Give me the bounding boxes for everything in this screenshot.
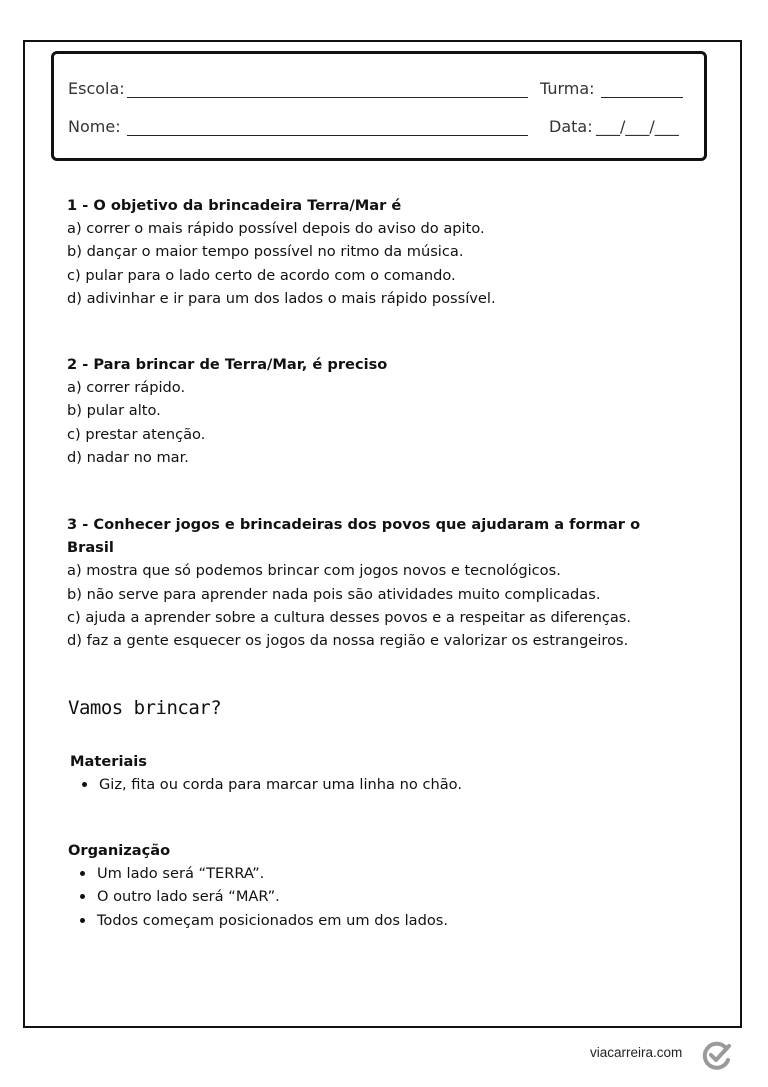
student-info-box [51, 51, 707, 161]
list-item: O outro lado será “MAR”. [97, 885, 448, 908]
question-title-line-1: 3 - Conhecer jogos e brincadeiras dos povos que ajudaram a formar o [67, 516, 641, 533]
list-item: Um lado será “TERRA”. [97, 862, 448, 885]
option: a) correr rápido. [67, 379, 186, 397]
question-title-line-2: Brasil [67, 539, 114, 557]
date-label: Data: [549, 117, 593, 136]
list-item: Todos começam posicionados em um dos lados. [97, 909, 448, 932]
materials-section [70, 750, 462, 796]
play-title: Vamos brincar? [68, 697, 222, 719]
option: a) correr o mais rápido possível depois do aviso do apito. [67, 220, 485, 238]
list-item: Giz, fita ou corda para marcar uma linha no chão. [99, 773, 462, 796]
option: b) não serve para aprender nada pois são atividades muito complicadas. [67, 585, 601, 603]
materials-list [70, 773, 462, 796]
name-field[interactable] [127, 135, 528, 136]
materials-heading: Materiais [70, 753, 147, 770]
option: c) ajuda a aprender sobre a cultura desses povos e a respeitar as diferenças. [67, 608, 632, 626]
footer-site: viacarreira.com [590, 1045, 683, 1060]
class-field[interactable] [601, 97, 683, 98]
option: b) dançar o maior tempo possível no ritmo da música. [67, 243, 464, 261]
name-label: Nome: [68, 117, 121, 136]
question-3 [67, 513, 640, 652]
option: c) prestar atenção. [67, 425, 206, 443]
organization-list [68, 862, 448, 932]
option: d) faz a gente esquecer os jogos da nossa região e valorizar os estrangeiros. [67, 632, 629, 650]
organization-section [68, 839, 448, 932]
option: b) pular alto. [67, 402, 161, 420]
question-1 [67, 194, 496, 310]
organization-heading: Organização [68, 842, 171, 859]
school-field[interactable] [127, 97, 528, 98]
question-title: 1 - O objetivo da brincadeira Terra/Mar é [67, 197, 402, 214]
date-field[interactable]: ___/___/___ [596, 117, 679, 136]
option: d) adivinhar e ir para um dos lados o mais rápido possível. [67, 289, 496, 307]
option: c) pular para o lado certo de acordo com o comando. [67, 266, 456, 284]
class-label: Turma: [540, 79, 595, 98]
option: d) nadar no mar. [67, 448, 189, 466]
option: a) mostra que só podemos brincar com jogos novos e tecnológicos. [67, 562, 561, 580]
question-2 [67, 353, 387, 469]
school-label: Escola: [68, 79, 125, 98]
question-title: 2 - Para brincar de Terra/Mar, é preciso [67, 356, 388, 373]
check-circle-icon [700, 1038, 734, 1072]
